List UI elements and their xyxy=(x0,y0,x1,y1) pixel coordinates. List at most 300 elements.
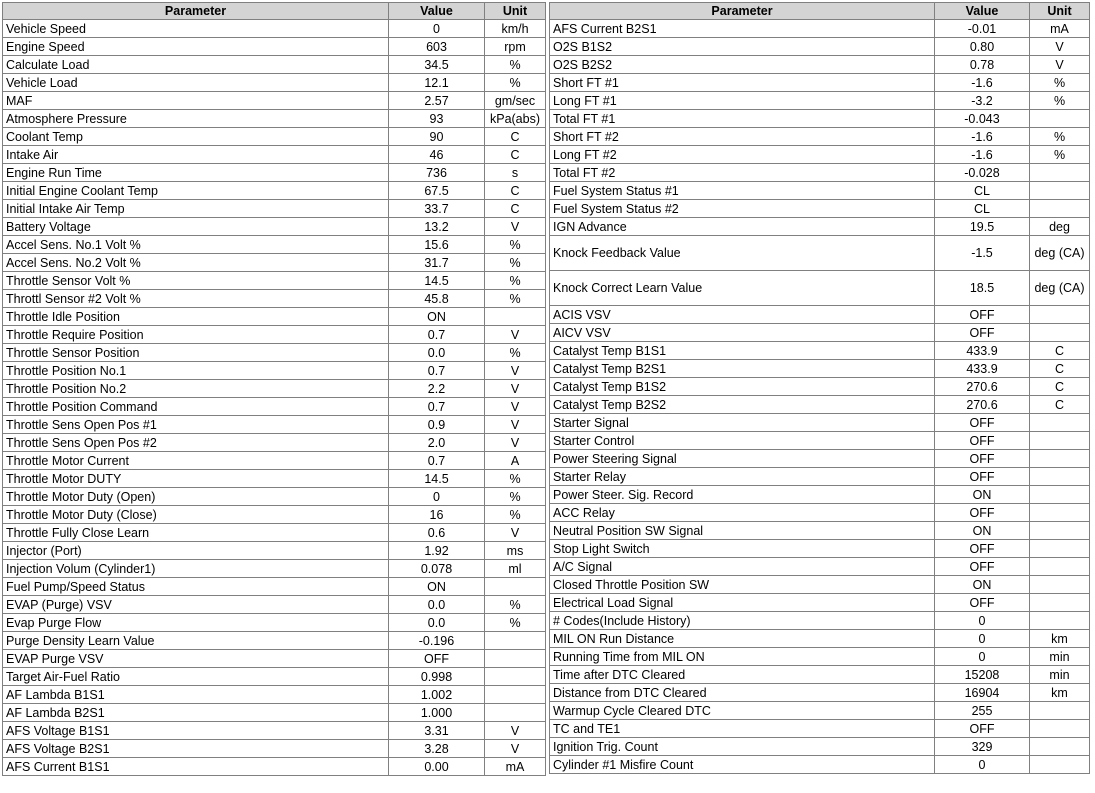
data-row[interactable] xyxy=(3,146,546,164)
value-cell: ON xyxy=(935,486,1030,504)
unit-cell: km xyxy=(1030,684,1090,702)
unit-cell: % xyxy=(1030,146,1090,164)
value-cell: ON xyxy=(389,308,485,326)
parameter-cell: Starter Control xyxy=(550,432,935,450)
data-row[interactable] xyxy=(550,666,1090,684)
data-row[interactable] xyxy=(3,272,546,290)
parameter-cell: Starter Relay xyxy=(550,468,935,486)
unit-cell: rpm xyxy=(485,38,546,56)
data-row[interactable] xyxy=(3,308,546,326)
parameter-cell: Fuel System Status #1 xyxy=(550,182,935,200)
data-row[interactable] xyxy=(550,164,1090,182)
value-cell: 0.00 xyxy=(389,758,485,776)
unit-cell xyxy=(1030,738,1090,756)
value-cell: 0 xyxy=(935,648,1030,666)
value-cell: OFF xyxy=(935,432,1030,450)
unit-cell: % xyxy=(485,56,546,74)
value-cell: -0.196 xyxy=(389,632,485,650)
value-cell: 13.2 xyxy=(389,218,485,236)
value-cell: 31.7 xyxy=(389,254,485,272)
value-cell: 33.7 xyxy=(389,200,485,218)
parameter-cell: Vehicle Load xyxy=(3,74,389,92)
data-row[interactable] xyxy=(3,614,546,632)
unit-cell: % xyxy=(485,506,546,524)
parameter-cell: Initial Intake Air Temp xyxy=(3,200,389,218)
value-cell: 0 xyxy=(935,612,1030,630)
parameter-cell: Knock Feedback Value xyxy=(550,236,935,271)
unit-cell xyxy=(1030,468,1090,486)
value-cell: OFF xyxy=(935,414,1030,432)
data-row[interactable] xyxy=(550,756,1090,774)
unit-column-header[interactable]: Unit xyxy=(1030,3,1090,20)
unit-cell: C xyxy=(1030,378,1090,396)
value-cell: 270.6 xyxy=(935,378,1030,396)
parameter-cell: Throttle Motor Current xyxy=(3,452,389,470)
parameter-cell: # Codes(Include History) xyxy=(550,612,935,630)
unit-cell: % xyxy=(1030,92,1090,110)
unit-cell: V xyxy=(485,524,546,542)
data-row[interactable] xyxy=(3,200,546,218)
data-row[interactable] xyxy=(550,594,1090,612)
data-row[interactable] xyxy=(550,414,1090,432)
value-cell: 0.998 xyxy=(389,668,485,686)
parameter-cell: Throttle Sensor Position xyxy=(3,344,389,362)
data-row[interactable] xyxy=(3,74,546,92)
parameter-cell: Purge Density Learn Value xyxy=(3,632,389,650)
data-row[interactable] xyxy=(3,398,546,416)
unit-cell xyxy=(485,704,546,722)
data-row[interactable] xyxy=(550,56,1090,74)
value-cell: 0 xyxy=(389,488,485,506)
unit-cell xyxy=(1030,756,1090,774)
parameter-cell: Throttle Sens Open Pos #1 xyxy=(3,416,389,434)
unit-cell: % xyxy=(485,470,546,488)
data-row[interactable] xyxy=(550,684,1090,702)
parameter-cell: Throttle Fully Close Learn xyxy=(3,524,389,542)
data-row[interactable] xyxy=(550,306,1090,324)
value-cell: -0.028 xyxy=(935,164,1030,182)
data-row[interactable] xyxy=(3,92,546,110)
parameter-cell: AFS Current B2S1 xyxy=(550,20,935,38)
parameter-cell: Throttle Require Position xyxy=(3,326,389,344)
unit-cell: % xyxy=(485,488,546,506)
data-row[interactable] xyxy=(3,182,546,200)
unit-cell xyxy=(1030,612,1090,630)
data-row[interactable] xyxy=(3,632,546,650)
value-cell: -1.5 xyxy=(935,236,1030,271)
unit-cell xyxy=(1030,504,1090,522)
value-cell: OFF xyxy=(935,720,1030,738)
unit-cell: % xyxy=(485,236,546,254)
data-row[interactable] xyxy=(550,612,1090,630)
value-cell: 67.5 xyxy=(389,182,485,200)
data-row[interactable] xyxy=(550,360,1090,378)
unit-cell: % xyxy=(1030,128,1090,146)
unit-cell: km xyxy=(1030,630,1090,648)
parameter-cell: Initial Engine Coolant Temp xyxy=(3,182,389,200)
data-row[interactable] xyxy=(550,92,1090,110)
data-row[interactable] xyxy=(3,578,546,596)
parameter-cell: Long FT #2 xyxy=(550,146,935,164)
parameter-cell: Short FT #1 xyxy=(550,74,935,92)
unit-cell: C xyxy=(1030,396,1090,414)
value-cell: 2.0 xyxy=(389,434,485,452)
unit-cell: C xyxy=(485,182,546,200)
parameter-cell: Stop Light Switch xyxy=(550,540,935,558)
unit-cell xyxy=(1030,306,1090,324)
value-cell: 46 xyxy=(389,146,485,164)
unit-cell: V xyxy=(485,722,546,740)
parameter-cell: Power Steering Signal xyxy=(550,450,935,468)
value-cell: 736 xyxy=(389,164,485,182)
data-row[interactable] xyxy=(3,38,546,56)
data-row[interactable] xyxy=(550,128,1090,146)
value-cell: 18.5 xyxy=(935,271,1030,306)
data-row[interactable] xyxy=(3,236,546,254)
value-cell: 3.31 xyxy=(389,722,485,740)
data-row[interactable] xyxy=(550,486,1090,504)
data-row[interactable] xyxy=(550,38,1090,56)
data-row[interactable] xyxy=(550,468,1090,486)
parameter-cell: Target Air-Fuel Ratio xyxy=(3,668,389,686)
parameter-cell: Throttle Idle Position xyxy=(3,308,389,326)
data-row[interactable] xyxy=(550,738,1090,756)
parameter-cell: Battery Voltage xyxy=(3,218,389,236)
value-cell: OFF xyxy=(935,504,1030,522)
parameter-cell: Intake Air xyxy=(3,146,389,164)
unit-cell xyxy=(485,578,546,596)
unit-cell xyxy=(1030,414,1090,432)
value-cell: 16 xyxy=(389,506,485,524)
data-row[interactable] xyxy=(3,128,546,146)
parameter-cell: Electrical Load Signal xyxy=(550,594,935,612)
unit-cell: % xyxy=(485,254,546,272)
unit-cell xyxy=(485,686,546,704)
parameter-cell: Accel Sens. No.1 Volt % xyxy=(3,236,389,254)
parameter-cell: Engine Speed xyxy=(3,38,389,56)
unit-cell xyxy=(1030,432,1090,450)
value-cell: 93 xyxy=(389,110,485,128)
unit-cell: C xyxy=(485,128,546,146)
unit-cell xyxy=(1030,594,1090,612)
parameter-cell: AF Lambda B1S1 xyxy=(3,686,389,704)
unit-cell: % xyxy=(485,290,546,308)
value-cell: 15.6 xyxy=(389,236,485,254)
data-row[interactable] xyxy=(3,488,546,506)
data-row[interactable] xyxy=(550,450,1090,468)
parameter-cell: EVAP Purge VSV xyxy=(3,650,389,668)
value-cell: 0 xyxy=(935,630,1030,648)
parameter-cell: Throttle Position No.2 xyxy=(3,380,389,398)
data-row[interactable] xyxy=(3,596,546,614)
value-cell: 0 xyxy=(935,756,1030,774)
parameter-cell: Throttle Position No.1 xyxy=(3,362,389,380)
data-row[interactable] xyxy=(3,254,546,272)
unit-cell xyxy=(1030,720,1090,738)
unit-cell: gm/sec xyxy=(485,92,546,110)
parameter-cell: AFS Voltage B1S1 xyxy=(3,722,389,740)
parameter-cell: AFS Current B1S1 xyxy=(3,758,389,776)
unit-cell xyxy=(1030,182,1090,200)
unit-cell: deg (CA) xyxy=(1030,236,1090,271)
parameter-cell: Throttle Motor Duty (Open) xyxy=(3,488,389,506)
parameter-cell: Neutral Position SW Signal xyxy=(550,522,935,540)
unit-cell: % xyxy=(485,74,546,92)
unit-cell: V xyxy=(1030,38,1090,56)
value-cell: 270.6 xyxy=(935,396,1030,414)
unit-cell xyxy=(1030,522,1090,540)
data-row[interactable] xyxy=(3,380,546,398)
unit-cell: ms xyxy=(485,542,546,560)
parameter-cell: Time after DTC Cleared xyxy=(550,666,935,684)
data-row[interactable] xyxy=(3,740,546,758)
value-column-header[interactable]: Value xyxy=(935,3,1030,20)
unit-cell: % xyxy=(485,596,546,614)
parameter-cell: EVAP (Purge) VSV xyxy=(3,596,389,614)
data-row[interactable] xyxy=(550,218,1090,236)
value-cell: 90 xyxy=(389,128,485,146)
data-row[interactable] xyxy=(550,396,1090,414)
parameter-cell: Short FT #2 xyxy=(550,128,935,146)
parameter-cell: MAF xyxy=(3,92,389,110)
data-row[interactable] xyxy=(550,540,1090,558)
unit-cell: % xyxy=(485,344,546,362)
data-row[interactable] xyxy=(3,524,546,542)
data-row[interactable] xyxy=(3,344,546,362)
data-row[interactable] xyxy=(550,182,1090,200)
value-cell: 0 xyxy=(389,20,485,38)
value-cell: 329 xyxy=(935,738,1030,756)
unit-cell xyxy=(1030,450,1090,468)
unit-cell: C xyxy=(485,146,546,164)
left-data-table xyxy=(2,2,546,776)
parameter-cell: Throttle Sens Open Pos #2 xyxy=(3,434,389,452)
unit-cell: C xyxy=(485,200,546,218)
parameter-cell: Running Time from MIL ON xyxy=(550,648,935,666)
data-row[interactable] xyxy=(3,110,546,128)
data-row[interactable] xyxy=(550,648,1090,666)
data-row[interactable] xyxy=(3,470,546,488)
unit-cell: % xyxy=(1030,74,1090,92)
data-row[interactable] xyxy=(3,560,546,578)
parameter-cell: Evap Purge Flow xyxy=(3,614,389,632)
data-row[interactable] xyxy=(550,324,1090,342)
data-row[interactable] xyxy=(3,20,546,38)
unit-cell xyxy=(485,308,546,326)
value-cell: CL xyxy=(935,182,1030,200)
value-cell: OFF xyxy=(935,450,1030,468)
unit-column-header[interactable]: Unit xyxy=(485,3,546,20)
parameter-cell: Throttle Position Command xyxy=(3,398,389,416)
data-row[interactable] xyxy=(3,326,546,344)
data-row[interactable] xyxy=(550,720,1090,738)
value-cell: 16904 xyxy=(935,684,1030,702)
value-cell: -0.043 xyxy=(935,110,1030,128)
value-cell: -1.6 xyxy=(935,128,1030,146)
value-cell: 2.57 xyxy=(389,92,485,110)
data-row[interactable] xyxy=(3,416,546,434)
parameter-cell: Catalyst Temp B2S1 xyxy=(550,360,935,378)
parameter-cell: Vehicle Speed xyxy=(3,20,389,38)
unit-cell: min xyxy=(1030,666,1090,684)
data-row[interactable] xyxy=(3,218,546,236)
parameter-cell: Calculate Load xyxy=(3,56,389,74)
data-row[interactable] xyxy=(3,452,546,470)
unit-cell: km/h xyxy=(485,20,546,38)
value-cell: -0.01 xyxy=(935,20,1030,38)
value-cell: 1.92 xyxy=(389,542,485,560)
data-row[interactable] xyxy=(550,74,1090,92)
unit-cell xyxy=(1030,164,1090,182)
parameter-cell: Throttle Motor Duty (Close) xyxy=(3,506,389,524)
value-cell: 255 xyxy=(935,702,1030,720)
parameter-cell: A/C Signal xyxy=(550,558,935,576)
data-row[interactable] xyxy=(550,522,1090,540)
value-cell: OFF xyxy=(935,468,1030,486)
value-cell: ON xyxy=(935,522,1030,540)
value-cell: -1.6 xyxy=(935,146,1030,164)
value-cell: 12.1 xyxy=(389,74,485,92)
unit-cell xyxy=(1030,324,1090,342)
value-cell: 603 xyxy=(389,38,485,56)
value-cell: OFF xyxy=(935,306,1030,324)
data-row[interactable] xyxy=(3,506,546,524)
parameter-cell: Throttl Sensor #2 Volt % xyxy=(3,290,389,308)
value-cell: OFF xyxy=(935,594,1030,612)
data-row[interactable] xyxy=(3,542,546,560)
parameter-cell: ACC Relay xyxy=(550,504,935,522)
data-row[interactable] xyxy=(550,271,1090,306)
value-cell: 0.7 xyxy=(389,326,485,344)
data-row[interactable] xyxy=(550,378,1090,396)
value-cell: 15208 xyxy=(935,666,1030,684)
value-cell: 0.9 xyxy=(389,416,485,434)
value-cell: 14.5 xyxy=(389,470,485,488)
parameter-cell: Throttle Motor DUTY xyxy=(3,470,389,488)
parameter-cell: Distance from DTC Cleared xyxy=(550,684,935,702)
data-row[interactable] xyxy=(550,504,1090,522)
value-cell: 0.80 xyxy=(935,38,1030,56)
unit-cell xyxy=(1030,540,1090,558)
parameter-cell: AICV VSV xyxy=(550,324,935,342)
data-row[interactable] xyxy=(3,668,546,686)
value-cell: 0.0 xyxy=(389,596,485,614)
unit-cell: V xyxy=(485,326,546,344)
parameter-cell: Injector (Port) xyxy=(3,542,389,560)
unit-cell: % xyxy=(485,272,546,290)
parameter-cell: Long FT #1 xyxy=(550,92,935,110)
value-cell: OFF xyxy=(935,558,1030,576)
parameter-cell: Ignition Trig. Count xyxy=(550,738,935,756)
data-row[interactable] xyxy=(3,362,546,380)
unit-cell xyxy=(1030,110,1090,128)
value-cell: 19.5 xyxy=(935,218,1030,236)
unit-cell: C xyxy=(1030,342,1090,360)
data-row[interactable] xyxy=(3,758,546,776)
parameter-cell: Coolant Temp xyxy=(3,128,389,146)
parameter-column-header[interactable]: Parameter xyxy=(550,3,935,20)
left-header-row xyxy=(3,3,546,20)
parameter-cell: Power Steer. Sig. Record xyxy=(550,486,935,504)
data-row[interactable] xyxy=(550,20,1090,38)
data-row[interactable] xyxy=(3,164,546,182)
value-cell: ON xyxy=(389,578,485,596)
data-row[interactable] xyxy=(550,236,1090,271)
unit-cell: V xyxy=(485,740,546,758)
unit-cell xyxy=(485,632,546,650)
data-row[interactable] xyxy=(550,110,1090,128)
parameter-cell: Closed Throttle Position SW xyxy=(550,576,935,594)
parameter-cell: Cylinder #1 Misfire Count xyxy=(550,756,935,774)
unit-cell xyxy=(485,650,546,668)
unit-cell xyxy=(1030,558,1090,576)
unit-cell: mA xyxy=(1030,20,1090,38)
parameter-cell: Fuel Pump/Speed Status xyxy=(3,578,389,596)
unit-cell: s xyxy=(485,164,546,182)
parameter-cell: Total FT #2 xyxy=(550,164,935,182)
unit-cell: % xyxy=(485,614,546,632)
data-row[interactable] xyxy=(550,702,1090,720)
parameter-cell: AF Lambda B2S1 xyxy=(3,704,389,722)
unit-cell: V xyxy=(485,380,546,398)
unit-cell: kPa(abs) xyxy=(485,110,546,128)
parameter-cell: Total FT #1 xyxy=(550,110,935,128)
data-row[interactable] xyxy=(3,56,546,74)
data-row[interactable] xyxy=(550,630,1090,648)
data-row[interactable] xyxy=(3,722,546,740)
value-cell: OFF xyxy=(935,324,1030,342)
value-cell: -1.6 xyxy=(935,74,1030,92)
data-row[interactable] xyxy=(550,342,1090,360)
unit-cell xyxy=(1030,486,1090,504)
parameter-cell: Catalyst Temp B1S1 xyxy=(550,342,935,360)
value-cell: 0.7 xyxy=(389,452,485,470)
data-row[interactable] xyxy=(3,650,546,668)
value-cell: 0.78 xyxy=(935,56,1030,74)
unit-cell: V xyxy=(485,218,546,236)
data-row[interactable] xyxy=(3,704,546,722)
unit-cell xyxy=(1030,200,1090,218)
parameter-cell: Starter Signal xyxy=(550,414,935,432)
data-row[interactable] xyxy=(550,432,1090,450)
data-row[interactable] xyxy=(550,558,1090,576)
parameter-column-header[interactable]: Parameter xyxy=(3,3,389,20)
data-row[interactable] xyxy=(550,576,1090,594)
value-cell: ON xyxy=(935,576,1030,594)
data-row[interactable] xyxy=(550,200,1090,218)
value-cell: 0.0 xyxy=(389,344,485,362)
parameter-cell: ACIS VSV xyxy=(550,306,935,324)
value-cell: 433.9 xyxy=(935,360,1030,378)
unit-cell: deg xyxy=(1030,218,1090,236)
value-cell: 433.9 xyxy=(935,342,1030,360)
unit-cell: mA xyxy=(485,758,546,776)
value-cell: 3.28 xyxy=(389,740,485,758)
value-cell: 34.5 xyxy=(389,56,485,74)
data-row[interactable] xyxy=(3,686,546,704)
value-cell: 0.6 xyxy=(389,524,485,542)
unit-cell: deg (CA) xyxy=(1030,271,1090,306)
data-row[interactable] xyxy=(3,290,546,308)
data-row[interactable] xyxy=(3,434,546,452)
value-cell: 0.078 xyxy=(389,560,485,578)
value-column-header[interactable]: Value xyxy=(389,3,485,20)
unit-cell xyxy=(485,668,546,686)
right-data-table xyxy=(549,2,1090,774)
parameter-cell: MIL ON Run Distance xyxy=(550,630,935,648)
data-row[interactable] xyxy=(550,146,1090,164)
parameter-cell: Catalyst Temp B1S2 xyxy=(550,378,935,396)
